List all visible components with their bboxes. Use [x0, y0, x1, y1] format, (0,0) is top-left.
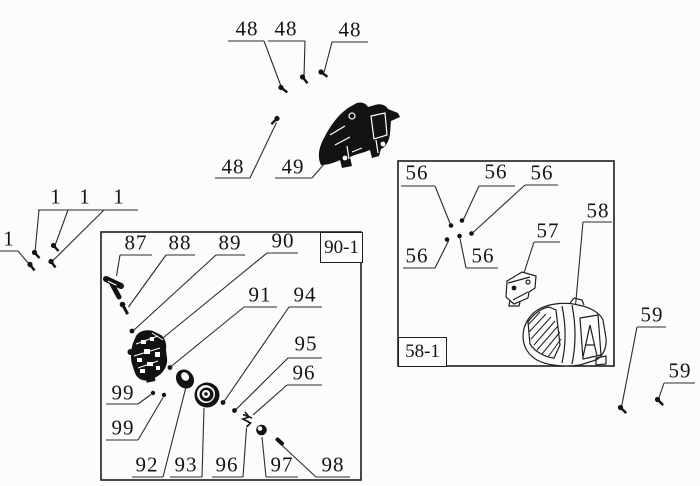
dot-91: [168, 365, 173, 370]
label-88: 88: [168, 230, 192, 255]
inset-box-label-58-1: [398, 337, 447, 367]
label-1: 1: [113, 184, 125, 209]
part-93-drawing: [195, 383, 220, 408]
screw-48-icon: [270, 116, 280, 126]
label-48: 48: [338, 17, 362, 42]
part-57-drawing: [506, 272, 536, 306]
inset-box-label-58-1-text: 58-1: [405, 341, 440, 362]
label-48: 48: [221, 154, 245, 179]
dot-56: [457, 234, 462, 239]
label-90: 90: [271, 228, 295, 253]
label-56: 56: [471, 243, 495, 268]
part-97-drawing: [256, 425, 267, 436]
label-97: 97: [270, 452, 294, 477]
screw-48-icon: [318, 69, 329, 78]
part-49-drawing: [319, 103, 400, 168]
label-92: 92: [135, 452, 159, 477]
screw-1-icon: [32, 250, 42, 260]
part-88-drawing: [119, 301, 129, 315]
label-1: 1: [50, 184, 62, 209]
screw-1-icon: [27, 262, 36, 272]
label-57: 57: [536, 218, 560, 243]
inset-box-label-90-1: [320, 232, 363, 263]
screw-59-icon: [618, 405, 628, 415]
dot-56: [445, 237, 450, 242]
screw-48-icon: [300, 74, 310, 84]
screw-1-icon: [48, 259, 57, 269]
inset-box-label-90-1-text: 90-1: [324, 236, 359, 258]
dot-56: [449, 223, 454, 228]
label-58: 58: [586, 198, 610, 223]
label-56: 56: [484, 159, 508, 184]
label-48: 48: [235, 16, 259, 41]
label-99: 99: [111, 380, 135, 405]
screw-1-icon: [51, 243, 61, 253]
part-58-drawing: [523, 298, 606, 366]
dot-99-b: [162, 393, 166, 397]
screw-48-icon: [278, 85, 289, 95]
label-56: 56: [530, 160, 554, 185]
dot-95: [232, 408, 237, 413]
label-91: 91: [248, 282, 272, 307]
label-59: 59: [668, 358, 692, 383]
dot-56: [460, 218, 465, 223]
part-96-drawing: [243, 412, 252, 427]
part-87-drawing: [106, 279, 121, 297]
dot-99-a: [151, 391, 155, 395]
label-89: 89: [218, 230, 242, 255]
label-49: 49: [281, 154, 305, 179]
label-95: 95: [294, 331, 318, 356]
label-1: 1: [79, 184, 91, 209]
screw-59-icon: [655, 397, 665, 407]
label-96: 96: [292, 360, 316, 385]
label-1: 1: [3, 226, 15, 251]
label-98: 98: [321, 452, 345, 477]
part-90-drawing: [128, 330, 168, 383]
dot-56: [469, 231, 474, 236]
label-96: 96: [215, 452, 239, 477]
label-56: 56: [405, 160, 429, 185]
label-56: 56: [405, 243, 429, 268]
label-94: 94: [293, 282, 317, 307]
label-93: 93: [174, 452, 198, 477]
dot-94: [221, 400, 226, 405]
dot-89: [130, 329, 135, 334]
label-48: 48: [274, 16, 298, 41]
label-87: 87: [124, 230, 148, 255]
label-99: 99: [111, 415, 135, 440]
label-59: 59: [640, 302, 664, 327]
part-92-drawing: [172, 366, 197, 392]
dot-98: [278, 440, 282, 444]
